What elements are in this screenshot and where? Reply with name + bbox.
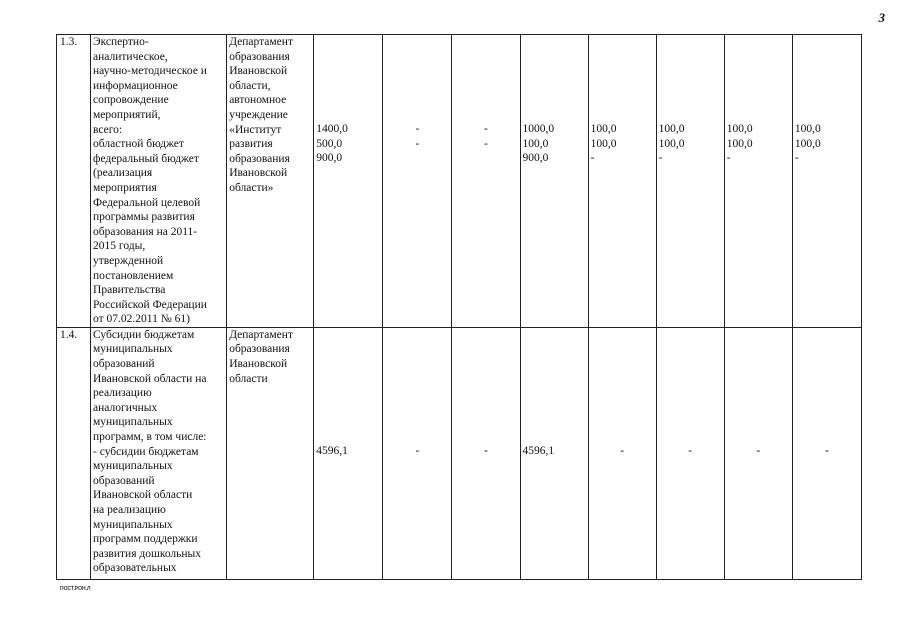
activity-name-line: утвержденной: [93, 254, 164, 267]
value-cell: [724, 327, 792, 579]
activity-name-line: - субсидии бюджетам: [93, 445, 199, 458]
executor-line: Департамент: [229, 328, 293, 341]
value-text: 4596,1: [522, 444, 555, 457]
value-text: -: [688, 444, 693, 457]
value-text: -: [824, 444, 829, 457]
executor: [227, 327, 314, 579]
value-text: 4596,1: [316, 444, 348, 457]
activity-name-line: аналогичных: [93, 401, 158, 414]
value-text: 1400,0 500,0 900,0: [316, 123, 348, 165]
footer-code: ПОСТ.РОН.Л: [60, 586, 91, 592]
activity-name-line: федеральный бюджет: [93, 152, 199, 165]
executor-line: «Институт: [229, 123, 282, 136]
value-cell: [656, 327, 724, 579]
value-cell: [452, 327, 520, 579]
activity-name-line: мероприятий,: [93, 108, 161, 121]
executor-line: Ивановской: [229, 65, 288, 78]
activity-name-line: постановлением: [93, 269, 174, 282]
activity-name-line: программы развития: [93, 211, 195, 224]
value-cell: [588, 35, 656, 328]
value-text: -: [415, 444, 420, 457]
activity-name-line: Экспертно-: [93, 36, 149, 48]
activity-name: [91, 327, 227, 579]
value-cell: [314, 327, 383, 579]
table-row: [57, 35, 862, 328]
executor-line: области»: [229, 181, 274, 194]
executor-line: Ивановской: [229, 167, 288, 180]
activity-name-line: образовательных: [93, 562, 177, 575]
value-cell: [452, 35, 520, 328]
value-cell: [520, 327, 588, 579]
row-number: 1.4.: [57, 327, 91, 579]
value-text: - -: [415, 123, 420, 150]
activity-name-line: образований: [93, 474, 155, 487]
activity-name-line: муниципальных: [93, 460, 173, 473]
executor-line: образования: [229, 343, 290, 356]
value-cell: [383, 327, 452, 579]
value-text: 100,0 100,0 -: [726, 123, 753, 165]
value-text: - -: [484, 123, 488, 150]
value-text: -: [484, 444, 488, 457]
activity-name-line: Российской Федерации: [93, 298, 207, 311]
activity-name-line: (реализация: [93, 167, 153, 180]
value-cell: [383, 35, 452, 328]
executor-line: образования: [229, 50, 290, 63]
value-text: 100,0 100,0 -: [794, 123, 821, 165]
activity-name-line: научно-методическое и: [93, 65, 207, 78]
value-text: 1000,0 100,0 900,0: [522, 123, 555, 165]
activity-name-line: Федеральной целевой: [93, 196, 201, 209]
executor: [227, 35, 314, 328]
executor-line: развития: [229, 138, 273, 151]
activity-name-line: программ поддержки: [93, 533, 198, 546]
value-text: 100,0 100,0 -: [658, 123, 685, 165]
value-text: 100,0 100,0 -: [590, 123, 617, 165]
table-row: [57, 327, 862, 579]
activity-name-line: аналитическое,: [93, 50, 168, 63]
activity-name-line: муниципальных: [93, 518, 173, 531]
activity-name-line: реализацию: [93, 387, 152, 400]
activity-name-line: на реализацию: [93, 504, 166, 516]
executor-line: области: [229, 372, 268, 385]
executor-line: образования: [229, 152, 290, 165]
activity-name-line: Правительства: [93, 284, 166, 297]
activity-name-line: 2015 годы,: [93, 240, 146, 253]
value-cell: [792, 327, 861, 579]
value-cell: [656, 35, 724, 328]
activity-name-line: областной бюджет: [93, 138, 184, 151]
program-table: [56, 34, 862, 580]
executor-line: области,: [229, 79, 271, 92]
activity-name-line: образования на 2011-: [93, 225, 198, 238]
activity-name-line: Ивановской области: [93, 489, 193, 502]
activity-name-line: образований: [93, 358, 155, 371]
value-text: -: [620, 444, 625, 457]
value-cell: [792, 35, 861, 328]
value-cell: [520, 35, 588, 328]
value-cell: [724, 35, 792, 328]
activity-name-line: всего:: [93, 123, 123, 136]
activity-name-line: информационное: [93, 79, 178, 92]
executor-line: Департамент: [229, 36, 293, 48]
row-number: 1.3.: [57, 35, 91, 328]
activity-name-line: развития дошкольных: [93, 547, 202, 560]
activity-name-line: сопровождение: [93, 94, 169, 107]
executor-line: автономное: [229, 94, 287, 107]
activity-name-line: программ, в том числе:: [93, 431, 207, 444]
activity-name-line: муниципальных: [93, 343, 173, 356]
activity-name-line: от 07.02.2011 № 61): [93, 313, 190, 326]
value-cell: [314, 35, 383, 328]
activity-name-line: Ивановской области на: [93, 372, 207, 385]
executor-line: учреждение: [229, 108, 288, 121]
value-text: -: [756, 444, 761, 457]
executor-line: Ивановской: [229, 358, 288, 371]
value-cell: [588, 327, 656, 579]
activity-name-line: муниципальных: [93, 416, 173, 429]
activity-name: [91, 35, 227, 328]
activity-name-line: Субсидии бюджетам: [93, 328, 195, 341]
activity-name-line: мероприятия: [93, 181, 157, 194]
page-number: 3: [878, 10, 885, 25]
